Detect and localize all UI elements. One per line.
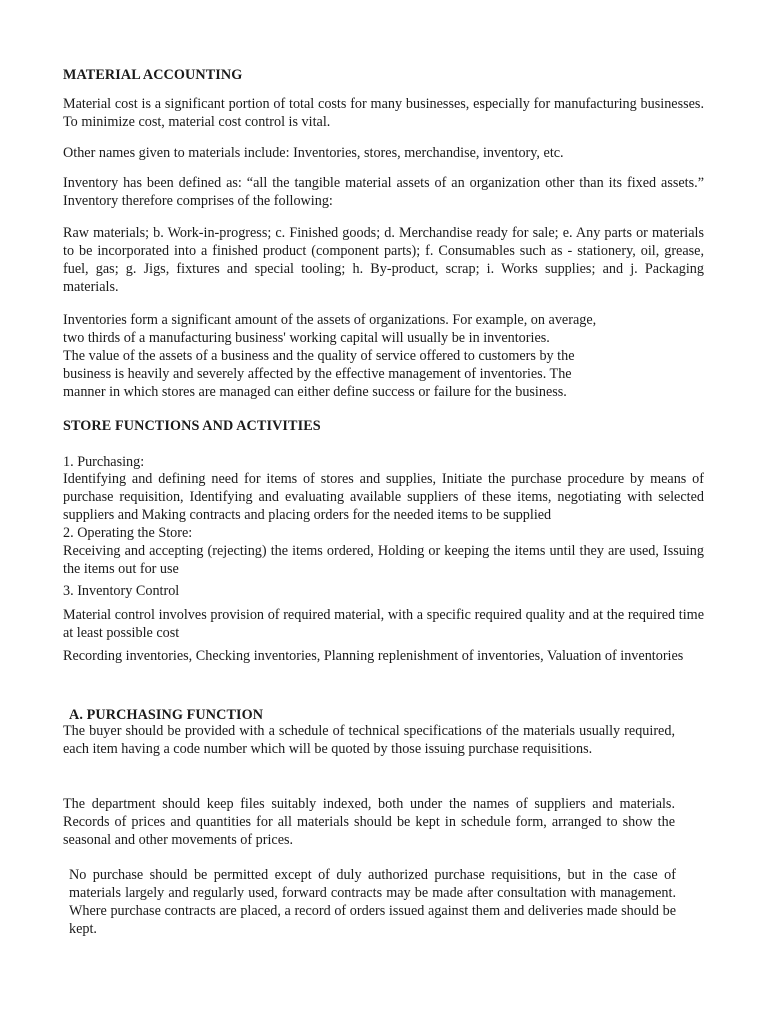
paragraph-line: The value of the assets of a business and the quality of service offered to customers by the (63, 348, 575, 364)
list-item-1-label: 1. Purchasing: (63, 454, 145, 470)
list-item-3-label: 3. Inventory Control (63, 583, 180, 599)
section-heading-store-functions: STORE FUNCTIONS AND ACTIVITIES (63, 418, 321, 434)
paragraph-line: two thirds of a manufacturing business' working capital will usually be in inventories. (63, 330, 550, 346)
intro-paragraph-5 (63, 311, 663, 401)
section-heading-purchasing: A. PURCHASING FUNCTION (69, 707, 264, 723)
intro-paragraph-3: Inventory has been defined as: “all the tangible material assets of an organization other than its fixed assets.” Inventory therefore comprises of the following: (63, 175, 704, 209)
paragraph-line: business is heavily and severely affected by the effective management of inventories. The (63, 366, 572, 382)
paragraph-line: manner in which stores are managed can either define success or failure for the business. (63, 384, 567, 400)
list-item-2-text: Receiving and accepting (rejecting) the items ordered, Holding or keeping the items until they are used, Issuing the items out for use (63, 543, 704, 577)
intro-paragraph-2: Other names given to materials include: Inventories, stores, merchandise, inventory, etc. (63, 145, 564, 161)
list-item-3-text-1: Material control involves provision of required material, with a specific required quality and at the required time at least possible cost (63, 607, 704, 641)
paragraph-line: Inventories form a significant amount of the assets of organizations. For example, on average, (63, 312, 597, 328)
intro-paragraph-4: Raw materials; b. Work-in-progress; c. Finished goods; d. Merchandise ready for sale; e. Any parts or materials to be incorporated into a finished product (component parts); f. Consumables such as - stationery, oil, grease, fuel, gas; g. Jigs, fixtures and special tooling; h. By-product, scrap; i. Works supplies; and j. Packaging materials. (63, 225, 704, 295)
purchasing-paragraph-3: No purchase should be permitted except of duly authorized purchase requisitions, but in the case of materials largely and regularly used, forward contracts may be made after consultation with management. Where purchase contracts are placed, a record of orders issued against them and deliveries made should be kept. (69, 867, 676, 937)
list-item-3-text-2: Recording inventories, Checking inventories, Planning replenishment of inventories, Valuation of inventories (63, 648, 684, 664)
list-item-1-text: Identifying and defining need for items of stores and supplies, Initiate the purchase procedure by means of purchase requisition, Identifying and evaluating available suppliers of these items, negotiating with selected suppliers and Making contracts and placing orders for the needed items to be supplied (63, 471, 704, 523)
purchasing-paragraph-1: The buyer should be provided with a schedule of technical specifications of the materials usually required, each item having a code number which will be quoted by those issuing purchase requisitions. (63, 723, 675, 757)
document-title: MATERIAL ACCOUNTING (63, 67, 243, 83)
intro-paragraph-1: Material cost is a significant portion of total costs for many businesses, especially for manufacturing businesses. To minimize cost, material cost control is vital. (63, 96, 704, 130)
list-item-2-label: 2. Operating the Store: (63, 525, 193, 541)
purchasing-paragraph-2: The department should keep files suitably indexed, both under the names of suppliers and materials. Records of prices and quantities for all materials should be kept in schedule form, arranged to show the seasonal and other movements of prices. (63, 796, 675, 848)
